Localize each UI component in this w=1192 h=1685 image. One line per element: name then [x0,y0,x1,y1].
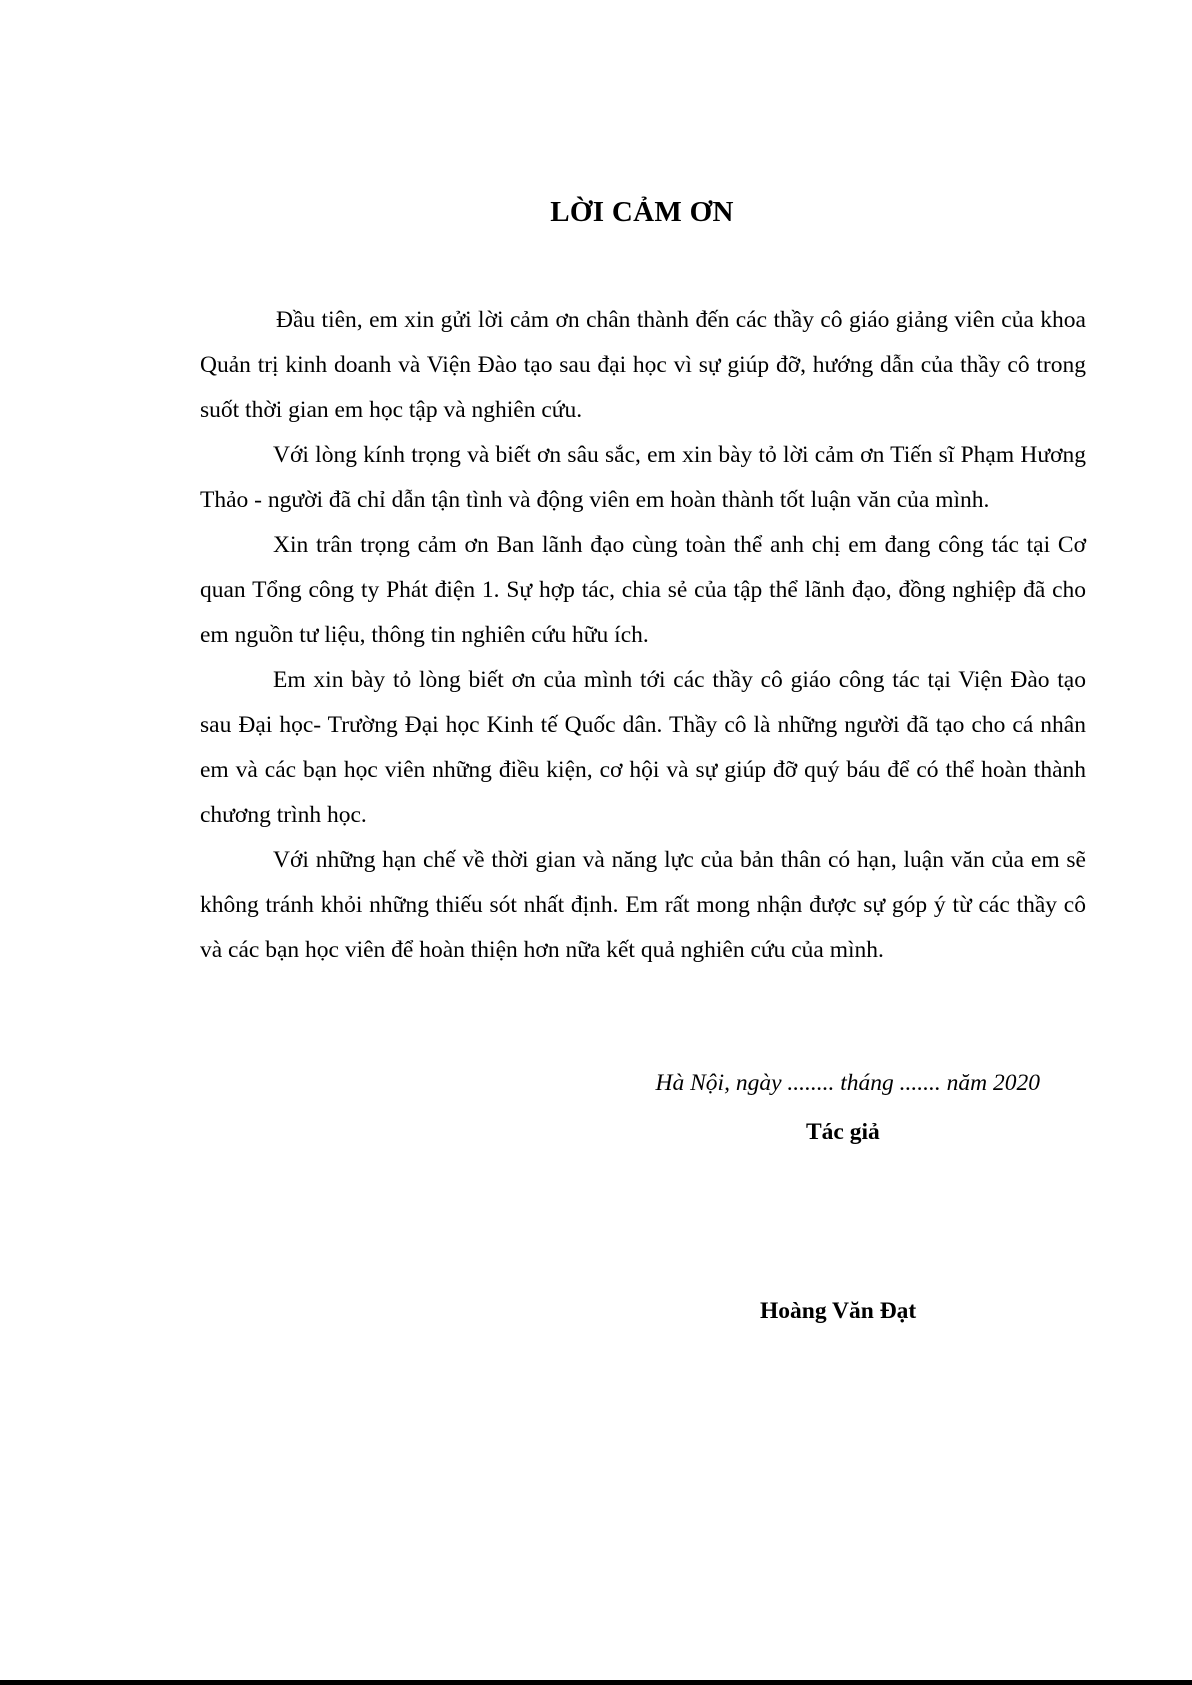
page-title: LỜI CẢM ƠN [550,196,734,228]
paragraph-5: Với những hạn chế về thời gian và năng lực của bản thân có hạn, luận văn của em sẽ không tránh khỏi những thiếu sót nhất định. Em rất mong nhận được sự góp ý từ các thầy cô và các bạn học viên để hoàn thiện hơn nữa kết quả nghiên cứu của mình. [200,847,1086,963]
paragraph-2: Với lòng kính trọng và biết ơn sâu sắc, em xin bày tỏ lời cảm ơn Tiến sĩ Phạm Hương Thảo - người đã chỉ dẫn tận tình và động viên em hoàn thành tốt luận văn của mình. [200,442,1086,513]
paragraph-4: Em xin bày tỏ lòng biết ơn của mình tới các thầy cô giáo công tác tại Viện Đào tạo sau Đại học- Trường Đại học Kinh tế Quốc dân. Thầy cô là những người đã tạo cho cá nhân em và các bạn học viên những điều kiện, cơ hội và sự giúp đỡ quý báu để có thể hoàn thành chương trình học. [200,667,1086,828]
author-label: Tác giả [806,1119,880,1145]
place-date: Hà Nội, ngày ........ tháng ....... năm 2020 [655,1070,1040,1096]
paragraph-3: Xin trân trọng cảm ơn Ban lãnh đạo cùng toàn thể anh chị em đang công tác tại Cơ quan Tổng công ty Phát điện 1. Sự hợp tác, chia sẻ của tập thể lãnh đạo, đồng nghiệp đã cho em nguồn tư liệu, thông tin nghiên cứu hữu ích. [200,532,1086,648]
author-name: Hoàng Văn Đạt [760,1298,917,1324]
acknowledgement-body [200,298,1086,973]
paragraph-1: Đầu tiên, em xin gửi lời cảm ơn chân thành đến các thầy cô giáo giảng viên của khoa Quản trị kinh doanh và Viện Đào tạo sau đại học vì sự giúp đỡ, hướng dẫn của thầy cô trong suốt thời gian em học tập và nghiên cứu. [200,307,1086,423]
page-bottom-border [0,1680,1192,1685]
